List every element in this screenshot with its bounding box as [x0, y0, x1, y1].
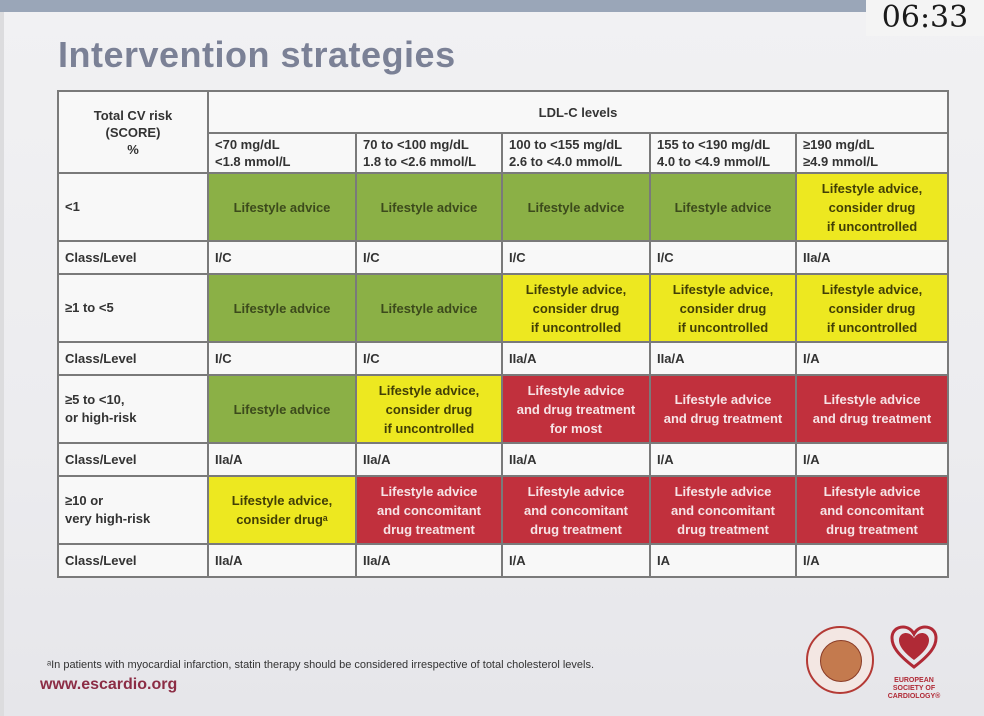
- class-level-value: IIa/A: [796, 241, 948, 274]
- recommendation-cell: [356, 274, 502, 342]
- esc-logo-text: EUROPEAN SOCIETY OF CARDIOLOGY®: [887, 677, 941, 700]
- recommendation-cell: [796, 173, 948, 241]
- range-line: 1.8 to <2.6 mmol/L: [363, 154, 477, 169]
- range-line: <1.8 mmol/L: [215, 154, 291, 169]
- risk-category-label: [58, 375, 208, 443]
- class-level-value: IIa/A: [208, 443, 356, 476]
- class-level-value: I/C: [208, 342, 356, 375]
- recommendation-line: Lifestyle advice,: [672, 281, 774, 297]
- recommendation-line: Lifestyle advice,: [378, 382, 480, 398]
- recommendation-cell: [208, 173, 356, 241]
- recommendation-line: consider drug: [679, 300, 767, 316]
- heart-icon: [889, 624, 939, 670]
- recommendation-cell: [796, 476, 948, 544]
- class-level-label: Class/Level: [58, 544, 208, 577]
- recommendation-line: drug treatment: [826, 521, 918, 537]
- class-level-value: I/C: [650, 241, 796, 274]
- risk-label-line: or high-risk: [65, 410, 137, 425]
- recommendation-line: Lifestyle advice: [674, 483, 772, 499]
- recommendation-cell: [650, 274, 796, 342]
- class-level-row: [58, 544, 948, 577]
- class-level-row: [58, 443, 948, 476]
- risk-header-line: %: [127, 141, 139, 157]
- recommendation-cell: [208, 274, 356, 342]
- recommendation-line: Lifestyle advice: [527, 382, 625, 398]
- risk-category-label: [58, 476, 208, 544]
- class-level-value: I/A: [796, 443, 948, 476]
- class-level-value: I/A: [502, 544, 650, 577]
- recommendation-cell: [208, 375, 356, 443]
- recommendation-line: and drug treatment: [663, 411, 783, 426]
- recommendation-line: if uncontrolled: [826, 319, 918, 335]
- recommendation-line: Lifestyle advice,: [821, 281, 923, 297]
- risk-header-line: Total CV risk: [93, 107, 173, 123]
- class-level-label: Class/Level: [58, 342, 208, 375]
- recommendation-line: Lifestyle advice: [674, 199, 772, 215]
- recommendation-line: consider drug: [828, 300, 916, 316]
- recommendation-cell: [796, 274, 948, 342]
- recommendation-cell: [502, 173, 650, 241]
- class-level-value: IA: [650, 544, 796, 577]
- risk-category-label: [58, 274, 208, 342]
- recommendation-cell: [356, 173, 502, 241]
- recommendation-line: drug treatment: [530, 521, 622, 537]
- recommendation-line: Lifestyle advice,: [525, 281, 627, 297]
- intervention-table: [57, 90, 949, 578]
- recommendation-line: Lifestyle advice: [823, 392, 921, 407]
- class-level-value: I/A: [650, 443, 796, 476]
- recommendation-row: [58, 476, 948, 544]
- recommendation-cell: [502, 274, 650, 342]
- recommendation-line: Lifestyle advice: [527, 199, 625, 215]
- recommendation-row: [58, 274, 948, 342]
- recommendation-line: Lifestyle advice,: [231, 493, 333, 508]
- timer-display: 06:33: [866, 0, 984, 36]
- recommendation-line: if uncontrolled: [383, 420, 475, 436]
- class-level-value: I/C: [356, 342, 502, 375]
- recommendation-line: Lifestyle advice: [674, 392, 772, 407]
- class-level-value: IIa/A: [502, 342, 650, 375]
- recommendation-line: for most: [550, 420, 602, 436]
- recommendation-line: if uncontrolled: [677, 319, 769, 335]
- recommendation-cell: [502, 375, 650, 443]
- recommendation-cell: [650, 375, 796, 443]
- recommendation-cell: [650, 173, 796, 241]
- risk-label-line: very high-risk: [65, 511, 151, 526]
- recommendation-row: [58, 375, 948, 443]
- recommendation-line: Lifestyle advice: [527, 483, 625, 499]
- recommendation-cell: [650, 476, 796, 544]
- class-level-label: Class/Level: [58, 241, 208, 274]
- top-border-band: [0, 0, 984, 12]
- recommendation-line: Lifestyle advice: [380, 199, 478, 215]
- class-level-value: IIa/A: [356, 544, 502, 577]
- risk-label-line: ≥1 to <5: [65, 300, 114, 315]
- recommendation-line: and concomitant: [670, 502, 775, 518]
- recommendation-cell: [796, 375, 948, 443]
- recommendation-line: Lifestyle advice: [380, 483, 478, 499]
- recommendation-line: if uncontrolled: [530, 319, 622, 335]
- recommendation-line: consider drug: [385, 401, 473, 417]
- risk-label-line: ≥10 or: [65, 493, 104, 508]
- footnote: ᵃIn patients with myocardial infarction, statin therapy should be considered irrespective of total cholesterol levels.: [47, 659, 595, 671]
- recommendation-line: consider drugᵃ: [236, 512, 328, 527]
- class-level-row: [58, 241, 948, 274]
- class-level-value: IIa/A: [208, 544, 356, 577]
- risk-column-header: [58, 91, 208, 173]
- ldl-range-header: [796, 133, 948, 173]
- ldl-header: LDL-C levels: [208, 91, 948, 133]
- risk-header-line: (SCORE): [105, 124, 161, 140]
- recommendation-line: if uncontrolled: [826, 218, 918, 234]
- risk-category-label: [58, 173, 208, 241]
- risk-label-line: <1: [65, 199, 80, 214]
- recommendation-line: and drug treatment: [516, 401, 636, 417]
- class-level-label: Class/Level: [58, 443, 208, 476]
- recommendation-cell: [356, 476, 502, 544]
- ldl-range-header: [502, 133, 650, 173]
- range-line: 70 to <100 mg/dL: [363, 137, 469, 152]
- society-seal-logo: [806, 626, 874, 694]
- ldl-range-header: [650, 133, 796, 173]
- recommendation-line: drug treatment: [677, 521, 769, 537]
- recommendation-cell: [502, 476, 650, 544]
- recommendation-line: and concomitant: [523, 502, 628, 518]
- recommendation-line: drug treatment: [383, 521, 475, 537]
- class-level-value: IIa/A: [650, 342, 796, 375]
- range-line: <70 mg/dL: [215, 137, 280, 152]
- recommendation-line: Lifestyle advice,: [821, 180, 923, 196]
- class-level-value: I/C: [356, 241, 502, 274]
- class-level-value: IIa/A: [502, 443, 650, 476]
- class-level-value: IIa/A: [356, 443, 502, 476]
- range-line: 155 to <190 mg/dL: [657, 137, 771, 152]
- class-level-value: I/C: [208, 241, 356, 274]
- recommendation-line: Lifestyle advice: [233, 199, 331, 215]
- ldl-range-header: [356, 133, 502, 173]
- recommendation-row: [58, 173, 948, 241]
- recommendation-line: consider drug: [828, 199, 916, 215]
- recommendation-line: Lifestyle advice: [233, 300, 331, 316]
- recommendation-line: Lifestyle advice: [233, 401, 331, 417]
- recommendation-cell: [356, 375, 502, 443]
- recommendation-line: consider drug: [532, 300, 620, 316]
- seal-emblem: [820, 640, 862, 682]
- range-line: ≥190 mg/dL: [803, 137, 875, 152]
- class-level-value: I/A: [796, 544, 948, 577]
- recommendation-line: Lifestyle advice: [823, 483, 921, 499]
- recommendation-line: and concomitant: [820, 502, 925, 518]
- class-level-value: I/C: [502, 241, 650, 274]
- class-level-value: I/A: [796, 342, 948, 375]
- risk-label-line: ≥5 to <10,: [65, 392, 125, 407]
- class-level-row: [58, 342, 948, 375]
- range-line: 4.0 to <4.9 mmol/L: [657, 154, 771, 169]
- ldl-range-header: [208, 133, 356, 173]
- slide-title: Intervention strategies: [58, 34, 456, 75]
- recommendation-cell: [208, 476, 356, 544]
- range-line: 2.6 to <4.0 mmol/L: [509, 154, 623, 169]
- range-line: 100 to <155 mg/dL: [509, 137, 623, 152]
- recommendation-line: Lifestyle advice: [380, 300, 478, 316]
- range-line: ≥4.9 mmol/L: [803, 154, 879, 169]
- website-link[interactable]: www.escardio.org: [40, 676, 178, 693]
- recommendation-line: and concomitant: [376, 502, 481, 518]
- esc-logo: [884, 624, 944, 704]
- recommendation-line: and drug treatment: [812, 411, 932, 426]
